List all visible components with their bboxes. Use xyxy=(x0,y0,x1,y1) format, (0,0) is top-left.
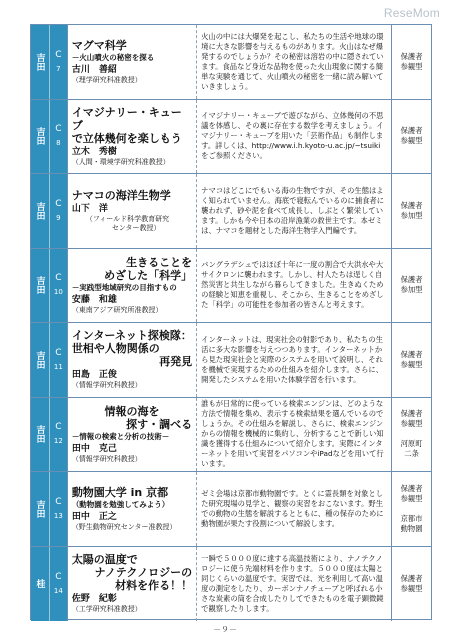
seminar-description-cell xyxy=(196,323,391,397)
seminar-description: イマジナリー・キューブで遊びながら、立体幾何の不思議を体感し、その裏に存在する数学を考えましょう。イマジナリー・キューブを用いた「芸術作品」も制作します。詳しくは、http://www.i.h.kyoto-u.ac.jp/~tsuiki をご参照ください。 xyxy=(201,111,384,161)
table-row xyxy=(31,323,431,398)
seminar-title-cell xyxy=(67,323,196,397)
seminar-description: インターネットは、現実社会の射影であり、私たちの生活に多大な影響を与えつつあります。インターネットから見た現実社会と実際のシステムを用いて説明し、それを機械で実現するための仕組みを紹介します。さらに、開発したシステムを用いた体験学習を行います。 xyxy=(201,334,384,384)
participation-type: 保護者参観型 xyxy=(400,51,423,71)
seminar-title-line: ナマコの海洋生物学 xyxy=(71,188,171,202)
affiliation: （野生動物研究センター准教授） xyxy=(71,522,177,531)
participation-type: 保護者参加型 xyxy=(400,275,423,295)
seminar-number: 14 xyxy=(53,586,63,595)
participation-type-cell xyxy=(391,547,431,622)
seminar-description: 一瞬で５０００度に達する高温技術により、ナノテクノロジーに使う先端材料を作ります。５０００度は太陽と同じくらいの温度です。実習では、光を利用して高い温度の測定をしたり、カーボンナノチューブと呼ばれる小さな炭素の筒を合成したりしてできたものを電子顕微鏡で観察したりします。 xyxy=(201,553,384,613)
seminar-code: C xyxy=(55,198,62,209)
seminar-title-line: めざした「科学」 xyxy=(104,268,193,282)
seminar-title xyxy=(72,329,192,368)
seminar-title-line: 世相や人物関係の xyxy=(71,342,160,356)
participation-type-cell xyxy=(391,472,431,546)
participation-type: 保護者参観型 xyxy=(400,349,423,369)
affiliation: （情報学研究科教授） xyxy=(71,381,142,390)
seminar-code: C xyxy=(55,273,62,284)
seminar-title-cell xyxy=(67,25,196,99)
affiliation: センター教授） xyxy=(111,223,161,232)
seminar-title-line: 再発見 xyxy=(159,355,193,369)
seminar-code: C xyxy=(55,49,62,60)
seminar-title xyxy=(72,39,192,52)
campus-label: 吉田 xyxy=(34,127,45,146)
seminar-title xyxy=(72,256,192,282)
seminar-code-cell xyxy=(49,100,67,174)
seminar-subtitle: －実践型地域研究の目指すもの xyxy=(71,282,177,292)
seminar-title xyxy=(72,106,192,145)
lecturer-name: 田中 克己 xyxy=(71,443,117,454)
seminar-title-line: 材料を作る！！ xyxy=(115,579,193,593)
seminar-title xyxy=(72,189,192,202)
seminar-title-line: 動物園大学 in 京都 xyxy=(71,485,169,499)
participation-type: 保護者参観型 xyxy=(400,409,423,429)
lecturer-name: 古川 善紹 xyxy=(71,64,117,75)
campus-label: 桂 xyxy=(34,579,45,589)
seminar-title-line: で立体幾何を楽しもう xyxy=(71,131,182,145)
campus-cell xyxy=(31,398,49,472)
seminar-number: 7 xyxy=(56,64,61,73)
campus-cell xyxy=(31,323,49,397)
seminar-title-line: 情報の海を xyxy=(104,404,160,418)
table-row xyxy=(31,100,431,175)
seminar-code-cell xyxy=(49,249,67,323)
affiliation: （工学研究科准教授） xyxy=(71,605,142,614)
seminar-title-cell xyxy=(67,547,196,622)
seminar-description-cell xyxy=(196,100,391,174)
participation-type: 保護者参観型 xyxy=(400,573,423,593)
lecturer-name: 田中 正之 xyxy=(71,511,117,522)
affiliation: （フィールド科学教育研究 xyxy=(85,214,170,223)
campus-label: 吉田 xyxy=(34,276,45,295)
seminar-description: 誰もが日常的に使っている検索エンジンは、どのような方法で情報を集め、表示する検索結果を選んでいるのでしょうか。その仕組みを解説し、さらに、検索エンジンからの情報を機械的に集約し、分析することで新しい知識を獲得する仕組みについて紹介します。実際にインターネットを用いて実習をパソコンやiPadなどを用いて行います。 xyxy=(201,399,384,469)
seminar-subtitle: －情報の検索と分析の技術－ xyxy=(71,431,170,441)
table-row xyxy=(31,547,431,622)
seminar-code-cell xyxy=(49,398,67,472)
seminar-title-cell xyxy=(67,472,196,546)
lecturer-name: 佐野 紀彰 xyxy=(71,594,117,605)
seminar-title-line: ナノテクノロジーの xyxy=(94,566,193,580)
seminar-code: C xyxy=(55,124,62,135)
seminar-title-cell xyxy=(67,249,196,323)
seminar-title-line: 太陽の温度で xyxy=(71,553,138,567)
seminar-number: 12 xyxy=(53,437,63,446)
participation-type-cell xyxy=(391,25,431,99)
campus-label: 吉田 xyxy=(34,499,45,518)
campus-cell xyxy=(31,547,49,622)
seminar-number: 9 xyxy=(56,213,61,222)
seminar-code: C xyxy=(55,571,62,582)
lecturer-name: 田島 正俊 xyxy=(71,370,117,381)
table-row xyxy=(31,249,431,324)
participation-type-cell xyxy=(391,398,431,472)
seminar-title xyxy=(72,486,192,499)
participation-type-cell xyxy=(391,174,431,248)
seminar-title-line: 生きることを xyxy=(126,255,193,269)
seminar-description-cell xyxy=(196,472,391,546)
seminar-description: バングラデシュではほぼ十年に一度の割合で大洪水や大サイクロンに襲われます。しかし、村人たちは逞しく自然災害と共生しながら暮らしてきました。生きぬくための経験と知恵を重視し、そこから、生きることをめざした「科学」の可能性を参加者の皆さんと考えます。 xyxy=(201,260,384,310)
participation-type: 保護者参観型 xyxy=(400,483,423,503)
affiliation: （情報学研究科教授） xyxy=(71,454,142,463)
participation-type: 保護者参観型 xyxy=(400,126,423,146)
seminar-code-cell xyxy=(49,323,67,397)
seminar-code: C xyxy=(55,422,62,433)
campus-cell xyxy=(31,100,49,174)
seminar-code-cell xyxy=(49,25,67,99)
participation-type-cell xyxy=(391,249,431,323)
seminar-description-cell xyxy=(196,547,391,622)
seminar-code: C xyxy=(55,496,62,507)
seminar-code-cell xyxy=(49,174,67,248)
seminar-title-cell xyxy=(67,174,196,248)
lecturer-name: 立木 秀樹 xyxy=(71,146,117,157)
lecturer-name: 山下 洋 xyxy=(71,203,108,214)
seminar-description-cell xyxy=(196,174,391,248)
seminar-title xyxy=(72,405,192,431)
seminar-number: 11 xyxy=(53,362,63,371)
seminar-number: 13 xyxy=(53,511,63,520)
table-row xyxy=(31,398,431,473)
campus-cell xyxy=(31,249,49,323)
campus-label: 吉田 xyxy=(34,201,45,220)
seminar-description: ゼミ会場は京都市動物園です。とくに霊長類を対象とした研究現場の見学と、観察の実習をおこないます。野生での動物の生態を解説するとともに、種の保存のために動物園が果たす役割について解説します。 xyxy=(201,488,384,528)
campus-cell xyxy=(31,25,49,99)
seminar-title-line: マグマ科学 xyxy=(71,38,127,52)
table-row xyxy=(31,174,431,249)
seminar-title-cell xyxy=(67,100,196,174)
seminar-subtitle: （動物園を勉強してみよう） xyxy=(71,499,170,509)
affiliation: （理学研究科准教授） xyxy=(71,75,142,84)
seminar-description: 火山の中には大爆発を起こし、私たちの生活や地球の環境に大きな影響を与えるものがあります。火山はなぜ爆発するのでしょうか？その秘密は溶岩の中に隠されています。食品など身近な品物を使った火山現象に関する簡単な実験を通じて、火山噴火の秘密を一緒に読み解いていきましょう。 xyxy=(201,31,384,91)
affiliation: （東南アジア研究所准教授） xyxy=(71,305,163,314)
seminar-title-line: インターネット探検隊： xyxy=(71,329,192,343)
seminar-description-cell xyxy=(196,249,391,323)
table-row xyxy=(31,25,431,100)
page-number: －９－ xyxy=(213,625,237,634)
venue: 河原町二条 xyxy=(400,439,423,459)
lecturer-name: 安藤 和雄 xyxy=(71,294,117,305)
table-row xyxy=(31,472,431,547)
seminar-description: ナマコはどこにでもいる海の生物ですが、その生態はよく知られていません。海底で寝転んでいるのに捕食者に襲われず、砂や泥を食べて成長し、しぶとく繁栄しています。しかも今や日本の沿岸漁業の救世主です。本ゼミは、ナマコを題材とした海洋生物学入門編です。 xyxy=(201,185,385,235)
seminar-code-cell xyxy=(49,472,67,546)
seminar-title-line: イマジナリー・キューブ xyxy=(71,105,182,132)
campus-cell xyxy=(31,472,49,546)
participation-type: 保護者参加型 xyxy=(400,200,423,220)
campus-cell xyxy=(31,174,49,248)
seminar-description-cell xyxy=(196,25,391,99)
seminar-title xyxy=(72,553,192,592)
participation-type-cell xyxy=(391,323,431,397)
seminar-number: 10 xyxy=(53,288,63,297)
resemom-logo: ReseMom xyxy=(383,6,440,20)
campus-label: 吉田 xyxy=(34,425,45,444)
seminar-code-cell xyxy=(49,547,67,622)
seminar-title-line: 探す・調べる xyxy=(126,417,193,431)
participation-type-cell xyxy=(391,100,431,174)
seminar-code: C xyxy=(55,347,62,358)
seminar-description-cell xyxy=(196,398,391,472)
campus-label: 吉田 xyxy=(34,350,45,369)
seminar-subtitle: －火山噴火の秘密を探る xyxy=(71,52,155,62)
campus-label: 吉田 xyxy=(34,52,45,71)
seminar-table xyxy=(30,24,432,620)
venue: 京都市動物園 xyxy=(400,513,423,533)
seminar-title-cell xyxy=(67,398,196,472)
affiliation: （人間・環境学研究科准教授） xyxy=(71,157,170,166)
seminar-number: 8 xyxy=(56,139,61,148)
